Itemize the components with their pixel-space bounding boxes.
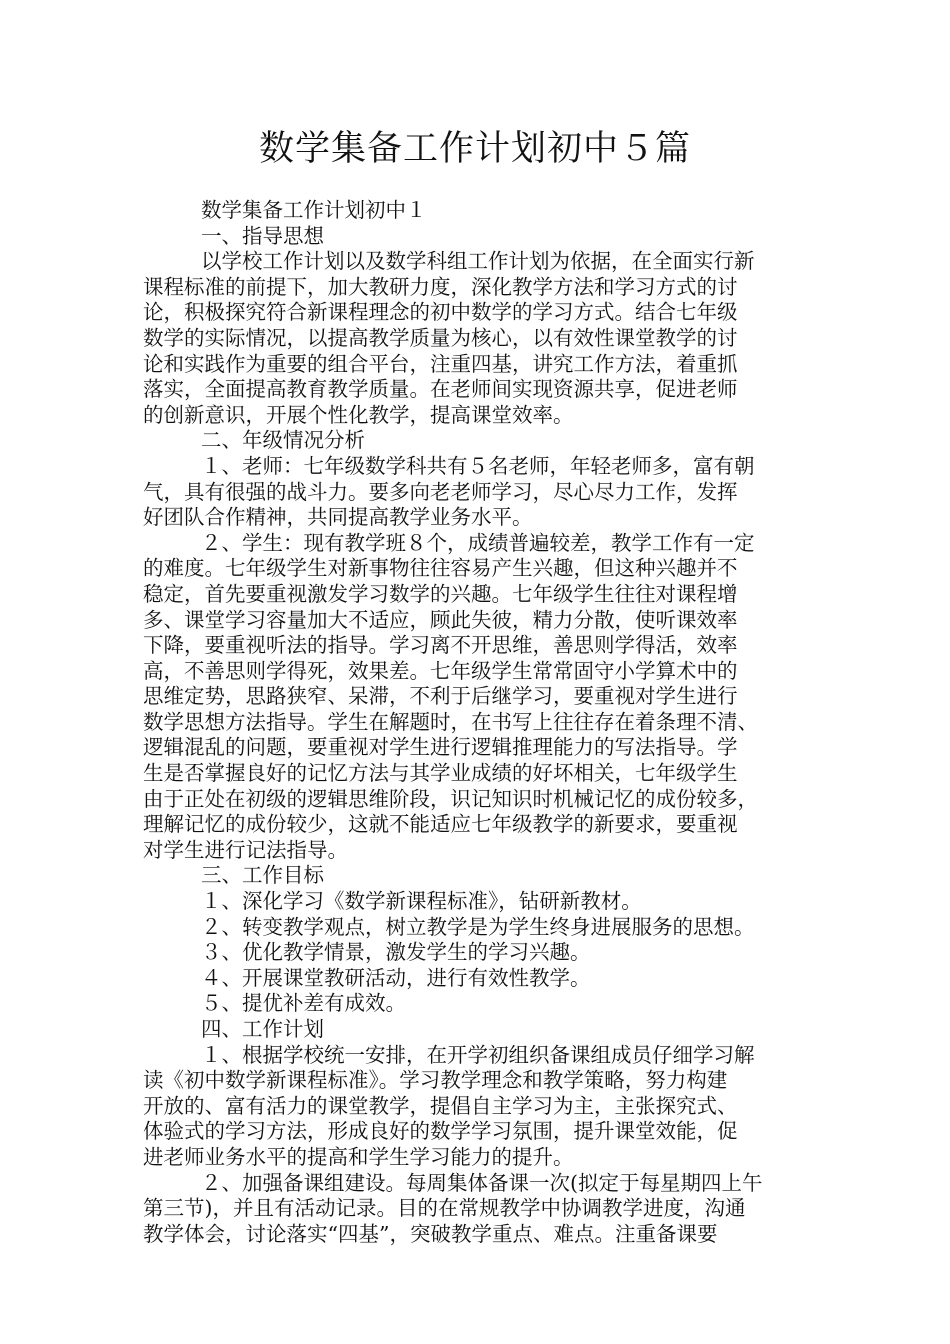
text-line: ３、优化教学情景，激发学生的学习兴趣。	[201, 940, 591, 965]
text-line: 二、年级情况分析	[201, 428, 365, 453]
text-line: 高，不善思则学得死，效果差。七年级学生常常固守小学算术中的	[143, 658, 738, 683]
text-line: 思维定势，思路狭窄、呆滞，不利于后继学习，要重视对学生进行	[143, 684, 738, 709]
text-line: 开放的、富有活力的课堂教学，提倡自主学习为主，主张探究式、	[143, 1093, 738, 1118]
document-body	[143, 198, 809, 1247]
text-line: ２、转变教学观点，树立教学是为学生终身进展服务的思想。	[201, 914, 755, 939]
text-line: 第三节)，并且有活动记录。目的在常规教学中协调教学进度，沟通	[143, 1196, 746, 1221]
text-line: 一、指导思想	[201, 223, 324, 248]
text-line: ４、开展课堂教研活动，进行有效性教学。	[201, 965, 591, 990]
text-line: ２、学生：现有教学班８个，成绩普遍较差，教学工作有一定	[201, 530, 755, 555]
text-line: 由于正处在初级的逻辑思维阶段，识记知识时机械记忆的成份较多，	[143, 786, 758, 811]
text-line: 多、课堂学习容量加大不适应，顾此失彼，精力分散，使听课效率	[143, 607, 738, 632]
text-line: 气，具有很强的战斗力。要多向老老师学习，尽心尽力工作，发挥	[143, 479, 738, 504]
text-line: 课程标准的前提下，加大教研力度，深化教学方法和学习方式的讨	[143, 274, 738, 299]
text-line: ５、提优补差有成效。	[201, 991, 406, 1016]
text-line: 读《初中数学新课程标准》。学习教学理念和教学策略，努力构建	[143, 1068, 728, 1093]
text-line: 的创新意识，开展个性化教学，提高课堂效率。	[143, 402, 574, 427]
text-line: 论，积极探究符合新课程理念的初中数学的学习方式。结合七年级	[143, 300, 738, 325]
text-line: 教学体会，讨论落实“四基”，突破教学重点、难点。注重备课要	[143, 1221, 718, 1246]
text-line: 理解记忆的成份较少，这就不能适应七年级教学的新要求，要重视	[143, 812, 738, 837]
text-line: ２、加强备课组建设。每周集体备课一次(拟定于每星期四上午	[201, 1170, 763, 1195]
text-line: 进老师业务水平的提高和学生学习能力的提升。	[143, 1144, 574, 1169]
text-line: 落实，全面提高教育教学质量。在老师间实现资源共享，促进老师	[143, 377, 738, 402]
text-line: 下降，要重视听法的指导。学习离不开思维，善思则学得活，效率	[143, 633, 738, 658]
text-line: １、根据学校统一安排，在开学初组织备课组成员仔细学习解	[201, 1042, 755, 1067]
text-line: 体验式的学习方法，形成良好的数学学习氛围，提升课堂效能，促	[143, 1119, 738, 1144]
text-line: 数学集备工作计划初中１	[201, 198, 427, 222]
document-title: 数学集备工作计划初中５篇	[258, 129, 691, 169]
text-line: 论和实践作为重要的组合平台，注重四基，讲究工作方法，着重抓	[143, 351, 738, 376]
text-line: 稳定，首先要重视激发学习数学的兴趣。七年级学生往往对课程增	[143, 581, 738, 606]
text-line: 数学的实际情况，以提高教学质量为核心，以有效性课堂教学的讨	[143, 325, 738, 350]
text-line: 四、工作计划	[201, 1017, 324, 1041]
text-line: １、深化学习《数学新课程标准》，钻研新教材。	[201, 889, 642, 914]
text-line: 好团队合作精神，共同提高教学业务水平。	[143, 505, 533, 530]
text-line: 数学思想方法指导。学生在解题时，在书写上往往存在着条理不清、	[143, 709, 758, 734]
text-line: 三、工作目标	[201, 863, 324, 888]
text-line: 对学生进行记法指导。	[143, 837, 348, 862]
text-line: １、老师：七年级数学科共有５名老师，年轻老师多，富有朝	[201, 453, 755, 478]
text-line: 以学校工作计划以及数学科组工作计划为依据，在全面实行新	[201, 249, 755, 274]
text-line: 的难度。七年级学生对新事物往往容易产生兴趣，但这种兴趣并不	[143, 556, 738, 581]
text-line: 生是否掌握良好的记忆方法与其学业成绩的好坏相关，七年级学生	[143, 761, 738, 786]
text-line: 逻辑混乱的问题，要重视对学生进行逻辑推理能力的写法指导。学	[143, 735, 738, 760]
